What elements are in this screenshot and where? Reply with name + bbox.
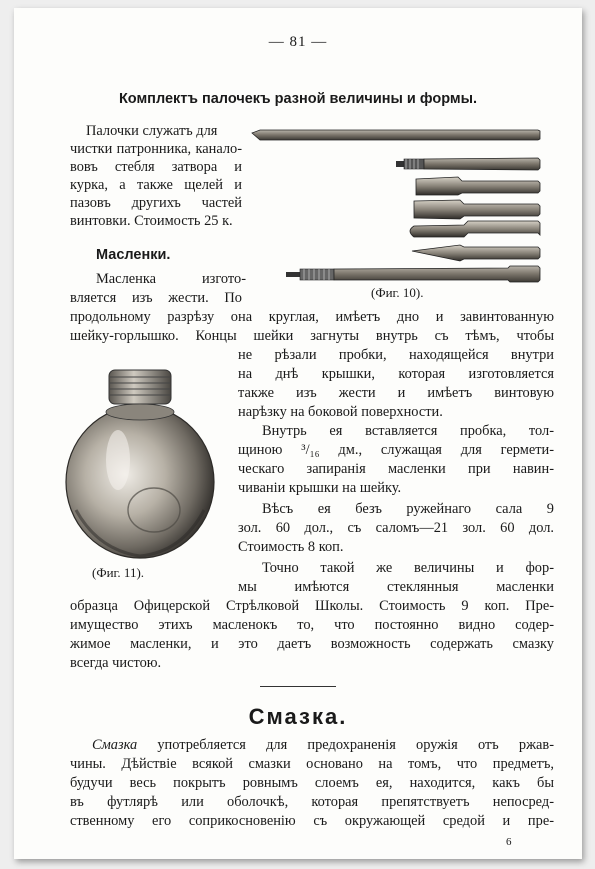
oiler-text-line: нарѣзку на боковой поверхности. xyxy=(238,404,443,420)
oiler-text-line: на днѣ крышки, которая изготовляется xyxy=(238,366,554,382)
oiler-text-line: Внутрь ея вставляется пробка, тол- xyxy=(262,423,554,439)
signature-mark: 6 xyxy=(506,836,512,848)
rod-blade-4 xyxy=(412,245,540,261)
lubrication-text-line: ственному его соприкосновенію съ окружающей средой и пре- xyxy=(70,813,554,829)
oiler-text-line: всегда чистою. xyxy=(70,655,162,671)
oiler-text-line: шейку-горлышко. Концы шейки загнуты внутрь съ тѣмъ, чтобы xyxy=(70,328,554,344)
oiler-text-line: чиваніи крышки на шейку. xyxy=(238,480,402,496)
rod-blade-1 xyxy=(416,177,540,195)
oiler-text-line: мы имѣются стеклянныя масленки xyxy=(238,579,554,595)
section-heading-rods: Комплектъ палочекъ разной величины и формы. xyxy=(118,91,478,107)
book-page xyxy=(14,8,582,859)
section-divider xyxy=(260,686,336,687)
oiler-heading: Масленки. xyxy=(96,247,171,263)
oiler-text-line: не рѣзали пробки, находящейся внутри xyxy=(238,347,554,363)
page-number: — 81 — xyxy=(268,34,328,50)
oiler-cap xyxy=(109,370,171,404)
rods-text-line: вовъ стебля затвора и xyxy=(70,159,242,175)
rod-blade-2 xyxy=(414,200,540,219)
rod-blade-3 xyxy=(410,221,540,237)
rod-threaded-short xyxy=(396,158,540,170)
lubrication-text-line: чины. Дѣйствіе всякой смазки основано на томъ, что предметъ, xyxy=(70,756,554,772)
lubrication-text-segment: употребляется для предохраненія оружія отъ ржав- xyxy=(137,737,554,753)
oiler-text-line: жимое масленки, и это даетъ возможность содержать смазку xyxy=(70,636,554,652)
oiler-text-line: также изъ жести и имѣетъ винтовую xyxy=(238,385,554,401)
oiler-text-line: образца Офицерской Стрѣлковой Школы. Стоимость 9 коп. Пре- xyxy=(70,598,554,614)
lubrication-text-line: въ футлярѣ или оболочкѣ, которая препятствуетъ непосред- xyxy=(70,794,554,810)
oiler-text-line: Вѣсъ ея безъ ружейнаго сала 9 xyxy=(262,501,554,517)
oiler-text-line: продольному разрѣзу она круглая, имѣетъ дно и завинтованную xyxy=(70,309,554,325)
rod-threaded-long xyxy=(286,266,540,282)
rods-text-line: курка, а также щелей и xyxy=(70,177,242,193)
lubrication-text-line xyxy=(92,736,554,754)
oiler-text-line: имущество этихъ масленокъ то, что постоянно видно содер- xyxy=(70,617,554,633)
rods-text-line: чистки патронника, канало- xyxy=(70,141,242,157)
figure-10-caption: (Фиг. 10). xyxy=(371,285,424,300)
oiler-text-line: вляется изъ жести. По xyxy=(70,290,242,306)
oiler-text-line: зол. 60 дол., съ саломъ—21 зол. 60 дол. xyxy=(238,520,554,536)
figure-11-oiler-illustration xyxy=(58,360,228,560)
oiler-text-line: Масленка изгото- xyxy=(96,271,246,287)
oiler-text-line: щиною ³/₁₆ дм., служащая для гермети- xyxy=(238,442,554,458)
rods-text-line: Палочки служатъ для xyxy=(86,123,218,139)
oiler-body xyxy=(66,404,214,558)
oiler-text-line: Точно такой же величины и фор- xyxy=(262,560,554,576)
rod-long xyxy=(252,130,540,140)
rods-text-line: винтовки. Стоимость 25 к. xyxy=(70,213,233,229)
lubrication-text-line: будучи весь покрытъ ровнымъ слоемъ ея, находится, какъ бы xyxy=(70,775,554,791)
figure-11-caption: (Фиг. 11). xyxy=(92,565,145,580)
oiler-text-line: Стоимость 8 коп. xyxy=(238,539,344,555)
oiler-text-line: ческаго запиранія масленки при навин- xyxy=(238,461,554,477)
section-title-lubrication: Смазка. xyxy=(248,704,348,729)
lubrication-term: Смазка xyxy=(92,737,138,753)
rods-text-line: пазовъ другихъ частей xyxy=(70,195,242,211)
figure-10-rods-illustration xyxy=(246,123,546,288)
